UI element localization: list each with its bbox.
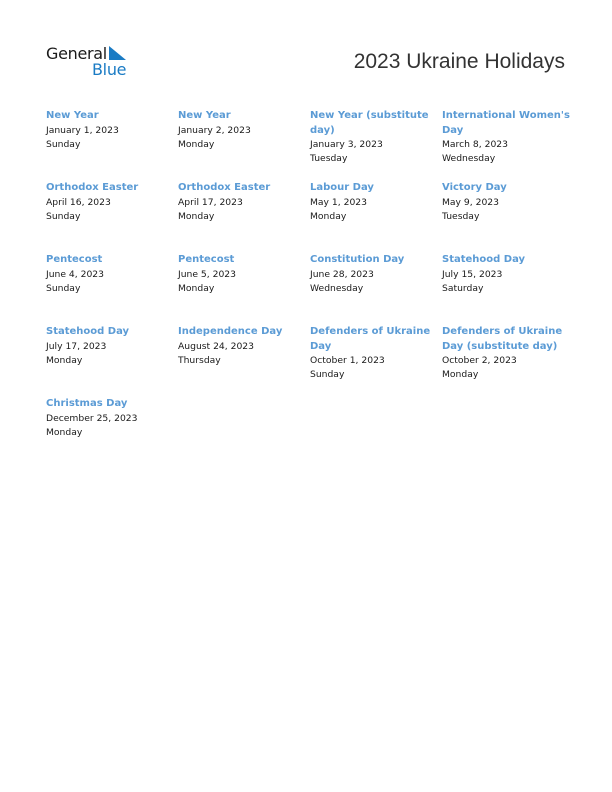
holiday-item bbox=[46, 253, 178, 325]
holiday-weekday: Sunday bbox=[46, 282, 81, 294]
holiday-name: Statehood Day bbox=[442, 254, 526, 265]
holiday-date: May 1, 2023 bbox=[310, 196, 367, 208]
holiday-name: Defenders of Ukraine Day bbox=[310, 326, 431, 352]
holiday-date: January 3, 2023 bbox=[310, 139, 383, 150]
holiday-date: October 2, 2023 bbox=[442, 355, 517, 366]
holiday-name: Orthodox Easter bbox=[46, 182, 139, 193]
holiday-name: Victory Day bbox=[442, 182, 507, 193]
holiday-name: Statehood Day bbox=[46, 326, 130, 337]
logo-text-blue: Blue bbox=[92, 60, 127, 79]
holiday-item bbox=[442, 109, 576, 181]
holiday-item bbox=[46, 397, 178, 469]
holiday-weekday: Sunday bbox=[310, 369, 345, 380]
holiday-item bbox=[310, 109, 442, 181]
holiday-weekday: Saturday bbox=[442, 282, 484, 294]
holiday-name: Defenders of Ukraine Day (substitute day) bbox=[442, 326, 563, 352]
holiday-name: International Women's Day bbox=[442, 110, 570, 136]
holiday-weekday: Wednesday bbox=[310, 282, 364, 294]
holiday-date: June 28, 2023 bbox=[310, 268, 374, 280]
holiday-date: January 2, 2023 bbox=[178, 124, 251, 136]
holiday-item bbox=[442, 253, 576, 325]
holiday-date: April 16, 2023 bbox=[46, 196, 111, 208]
holiday-item bbox=[46, 109, 178, 181]
holiday-weekday: Monday bbox=[310, 210, 347, 222]
logo-text-general: General bbox=[46, 44, 107, 63]
holiday-weekday: Monday bbox=[178, 282, 215, 294]
generalblue-logo bbox=[46, 44, 136, 80]
holiday-weekday: Sunday bbox=[46, 138, 81, 150]
holiday-grid bbox=[46, 109, 576, 469]
holiday-date: August 24, 2023 bbox=[178, 340, 254, 352]
holiday-weekday: Monday bbox=[178, 210, 215, 222]
holiday-name: Christmas Day bbox=[46, 398, 128, 409]
holiday-date: December 25, 2023 bbox=[46, 412, 138, 424]
holiday-item bbox=[310, 253, 442, 325]
page-title: 2023 Ukraine Holidays bbox=[353, 50, 565, 73]
holiday-weekday: Tuesday bbox=[310, 153, 348, 164]
holiday-item bbox=[178, 325, 310, 397]
holiday-name: Constitution Day bbox=[310, 254, 405, 265]
holiday-name: Pentecost bbox=[178, 254, 235, 265]
holiday-weekday: Monday bbox=[442, 369, 479, 380]
holiday-weekday: Wednesday bbox=[442, 153, 496, 164]
holiday-item bbox=[442, 325, 576, 397]
holiday-weekday: Monday bbox=[46, 354, 83, 366]
holiday-weekday: Thursday bbox=[178, 354, 221, 366]
holiday-name: Independence Day bbox=[178, 326, 283, 337]
holiday-item bbox=[178, 181, 310, 253]
holiday-item bbox=[442, 181, 576, 253]
holiday-date: April 17, 2023 bbox=[178, 196, 243, 208]
holiday-item bbox=[46, 325, 178, 397]
holiday-weekday: Sunday bbox=[46, 210, 81, 222]
holiday-date: January 1, 2023 bbox=[46, 124, 119, 136]
holiday-date: June 5, 2023 bbox=[178, 268, 236, 280]
holiday-weekday: Tuesday bbox=[442, 210, 480, 222]
holiday-date: July 15, 2023 bbox=[442, 268, 503, 280]
holiday-weekday: Monday bbox=[178, 138, 215, 150]
holiday-item bbox=[178, 253, 310, 325]
holiday-item bbox=[178, 109, 310, 181]
holiday-item bbox=[46, 181, 178, 253]
holiday-name: Orthodox Easter bbox=[178, 182, 271, 193]
holiday-name: New Year (substitute day) bbox=[310, 110, 429, 136]
holiday-date: October 1, 2023 bbox=[310, 355, 385, 366]
holiday-date: June 4, 2023 bbox=[46, 268, 104, 280]
holiday-name: New Year bbox=[178, 110, 231, 121]
holiday-weekday: Monday bbox=[46, 426, 83, 438]
holiday-item bbox=[310, 181, 442, 253]
holiday-date: May 9, 2023 bbox=[442, 196, 499, 208]
holiday-name: New Year bbox=[46, 110, 99, 121]
holiday-date: March 8, 2023 bbox=[442, 139, 508, 150]
holiday-name: Pentecost bbox=[46, 254, 103, 265]
holiday-name: Labour Day bbox=[310, 182, 374, 193]
holiday-date: July 17, 2023 bbox=[46, 340, 107, 352]
holiday-item bbox=[310, 325, 442, 397]
